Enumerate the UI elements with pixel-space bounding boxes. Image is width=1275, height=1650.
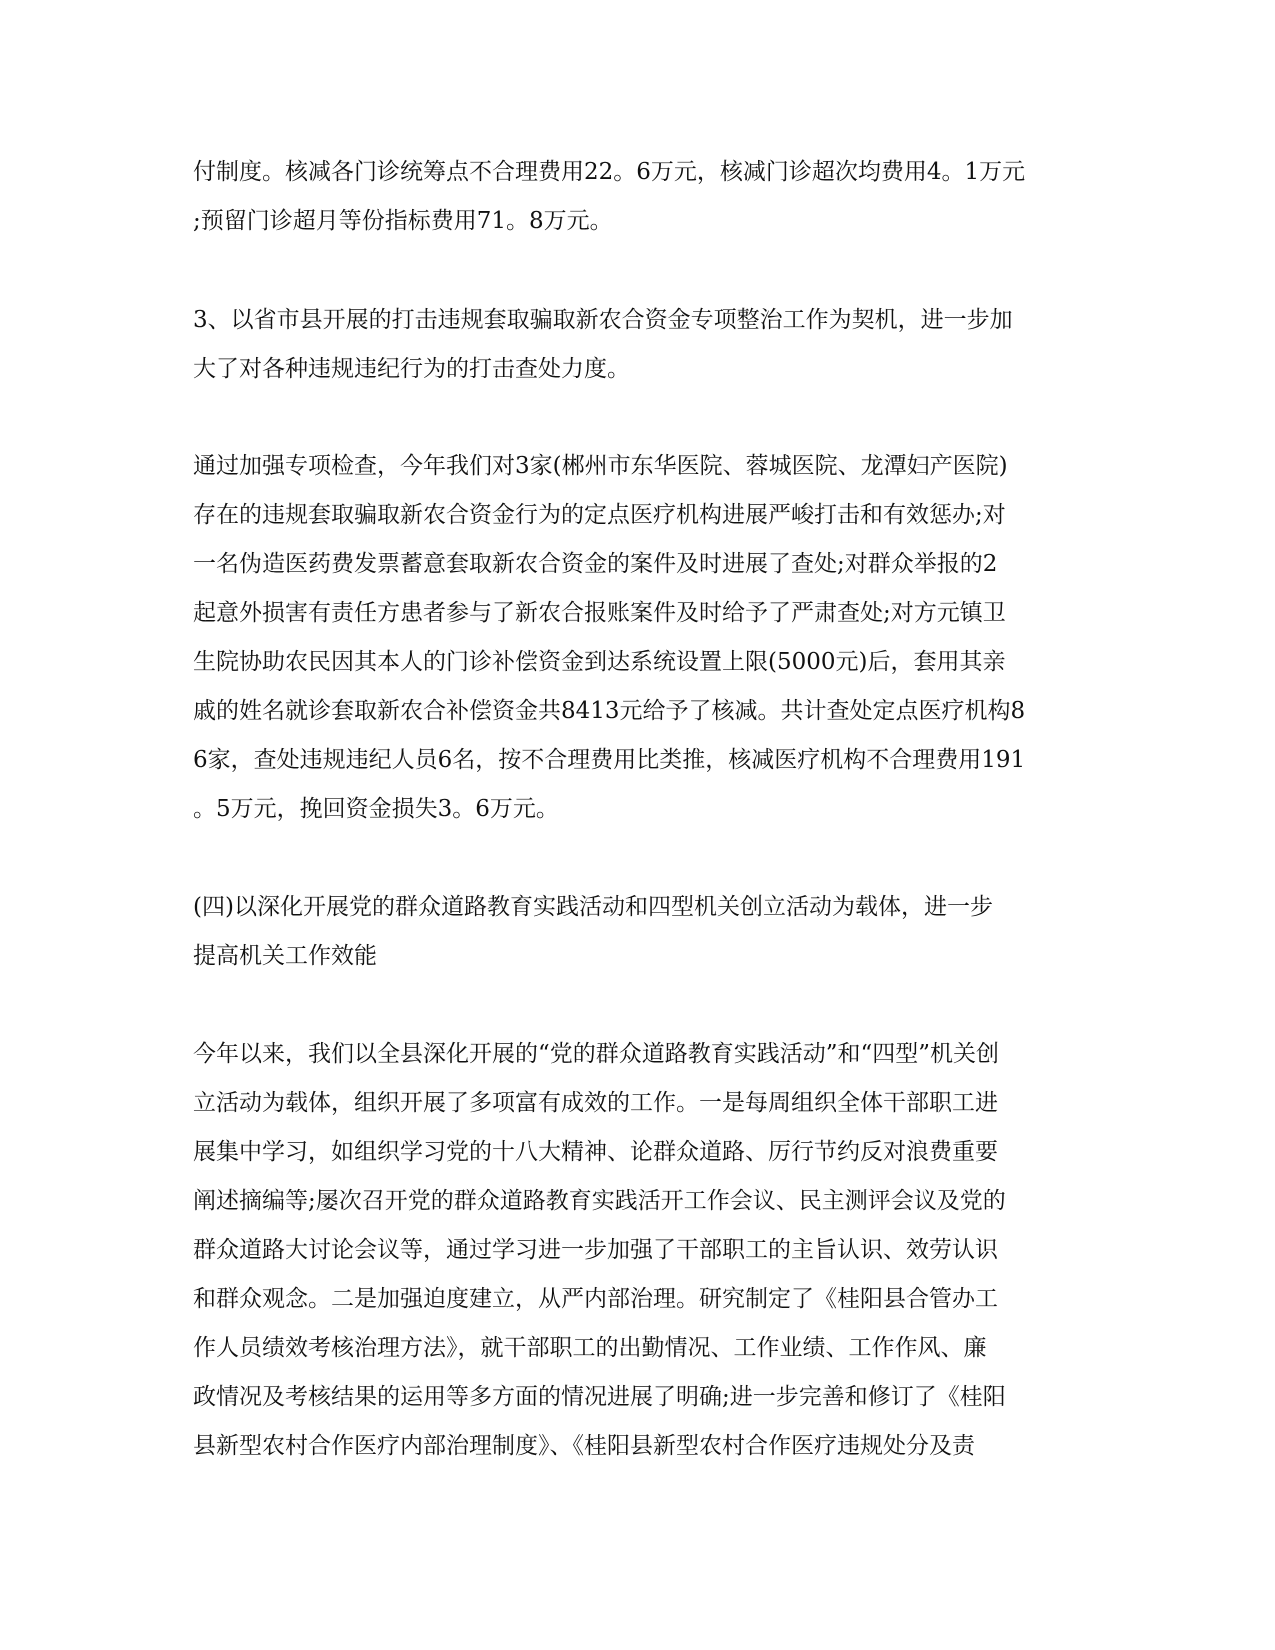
- text-line: 政情况及考核结果的运用等多方面的情况进展了明确;进一步完善和修订了《桂阳: [193, 1384, 1006, 1410]
- paragraph-1: [193, 148, 1083, 246]
- text-line: 今年以来，我们以全县深化开展的“党的群众道路教育实践活动”和“四型”机关创: [193, 1041, 1000, 1067]
- text-line: 提高机关工作效能: [193, 943, 377, 969]
- paragraph-3: [193, 442, 1083, 834]
- text-line: 生院协助农民因其本人的门诊补偿资金到达系统设置上限(5000元)后，套用其亲: [193, 649, 1006, 675]
- text-line: 一名伪造医药费发票蓄意套取新农合资金的案件及时进展了查处;对群众举报的2: [193, 551, 998, 577]
- paragraph-2: [193, 296, 1083, 394]
- text-line: 存在的违规套取骗取新农合资金行为的定点医疗机构进展严峻打击和有效惩办;对: [193, 502, 1006, 528]
- text-line: 县新型农村合作医疗内部治理制度》、《桂阳县新型农村合作医疗违规处分及责: [193, 1433, 975, 1459]
- text-line: 6家，查处违规违纪人员6名，按不合理费用比类推，核减医疗机构不合理费用191: [193, 747, 1026, 773]
- text-line: (四)以深化开展党的群众道路教育实践活动和四型机关创立活动为载体，进一步: [193, 894, 993, 920]
- text-line: 展集中学习，如组织学习党的十八大精神、论群众道路、厉行节约反对浪费重要: [193, 1139, 998, 1165]
- text-line: 付制度。核减各门诊统筹点不合理费用22。6万元，核减门诊超次均费用4。1万元: [193, 159, 1026, 185]
- document-body: [193, 148, 1083, 1471]
- text-line: 和群众观念。二是加强迫度建立，从严内部治理。研究制定了《桂阳县合管办工: [193, 1286, 998, 1312]
- text-line: 通过加强专项检查，今年我们对3家(郴州市东华医院、蓉城医院、龙潭妇产医院): [193, 453, 1008, 479]
- text-line: 戚的姓名就诊套取新农合补偿资金共8413元给予了核减。共计查处定点医疗机构8: [193, 698, 1026, 724]
- paragraph-5: [193, 1030, 1083, 1471]
- section-heading-paragraph: [193, 883, 1083, 981]
- text-line: 立活动为载体，组织开展了多项富有成效的工作。一是每周组织全体干部职工进: [193, 1090, 998, 1116]
- text-line: 起意外损害有责任方患者参与了新农合报账案件及时给予了严肃查处;对方元镇卫: [193, 600, 1006, 626]
- text-line: ;预留门诊超月等份指标费用71。8万元。: [193, 208, 613, 234]
- text-line: 群众道路大讨论会议等，通过学习进一步加强了干部职工的主旨认识、效劳认识: [193, 1237, 998, 1263]
- text-line: 作人员绩效考核治理方法》，就干部职工的出勤情况、工作业绩、工作作风、廉: [193, 1335, 987, 1361]
- text-line: 3、以省市县开展的打击违规套取骗取新农合资金专项整治工作为契机，进一步加: [193, 307, 1013, 333]
- text-line: 大了对各种违规违纪行为的打击查处力度。: [193, 356, 630, 382]
- text-line: 。5万元，挽回资金损失3。6万元。: [193, 796, 559, 822]
- text-line: 阐述摘编等;屡次召开党的群众道路教育实践活开工作会议、民主测评会议及党的: [193, 1188, 1006, 1214]
